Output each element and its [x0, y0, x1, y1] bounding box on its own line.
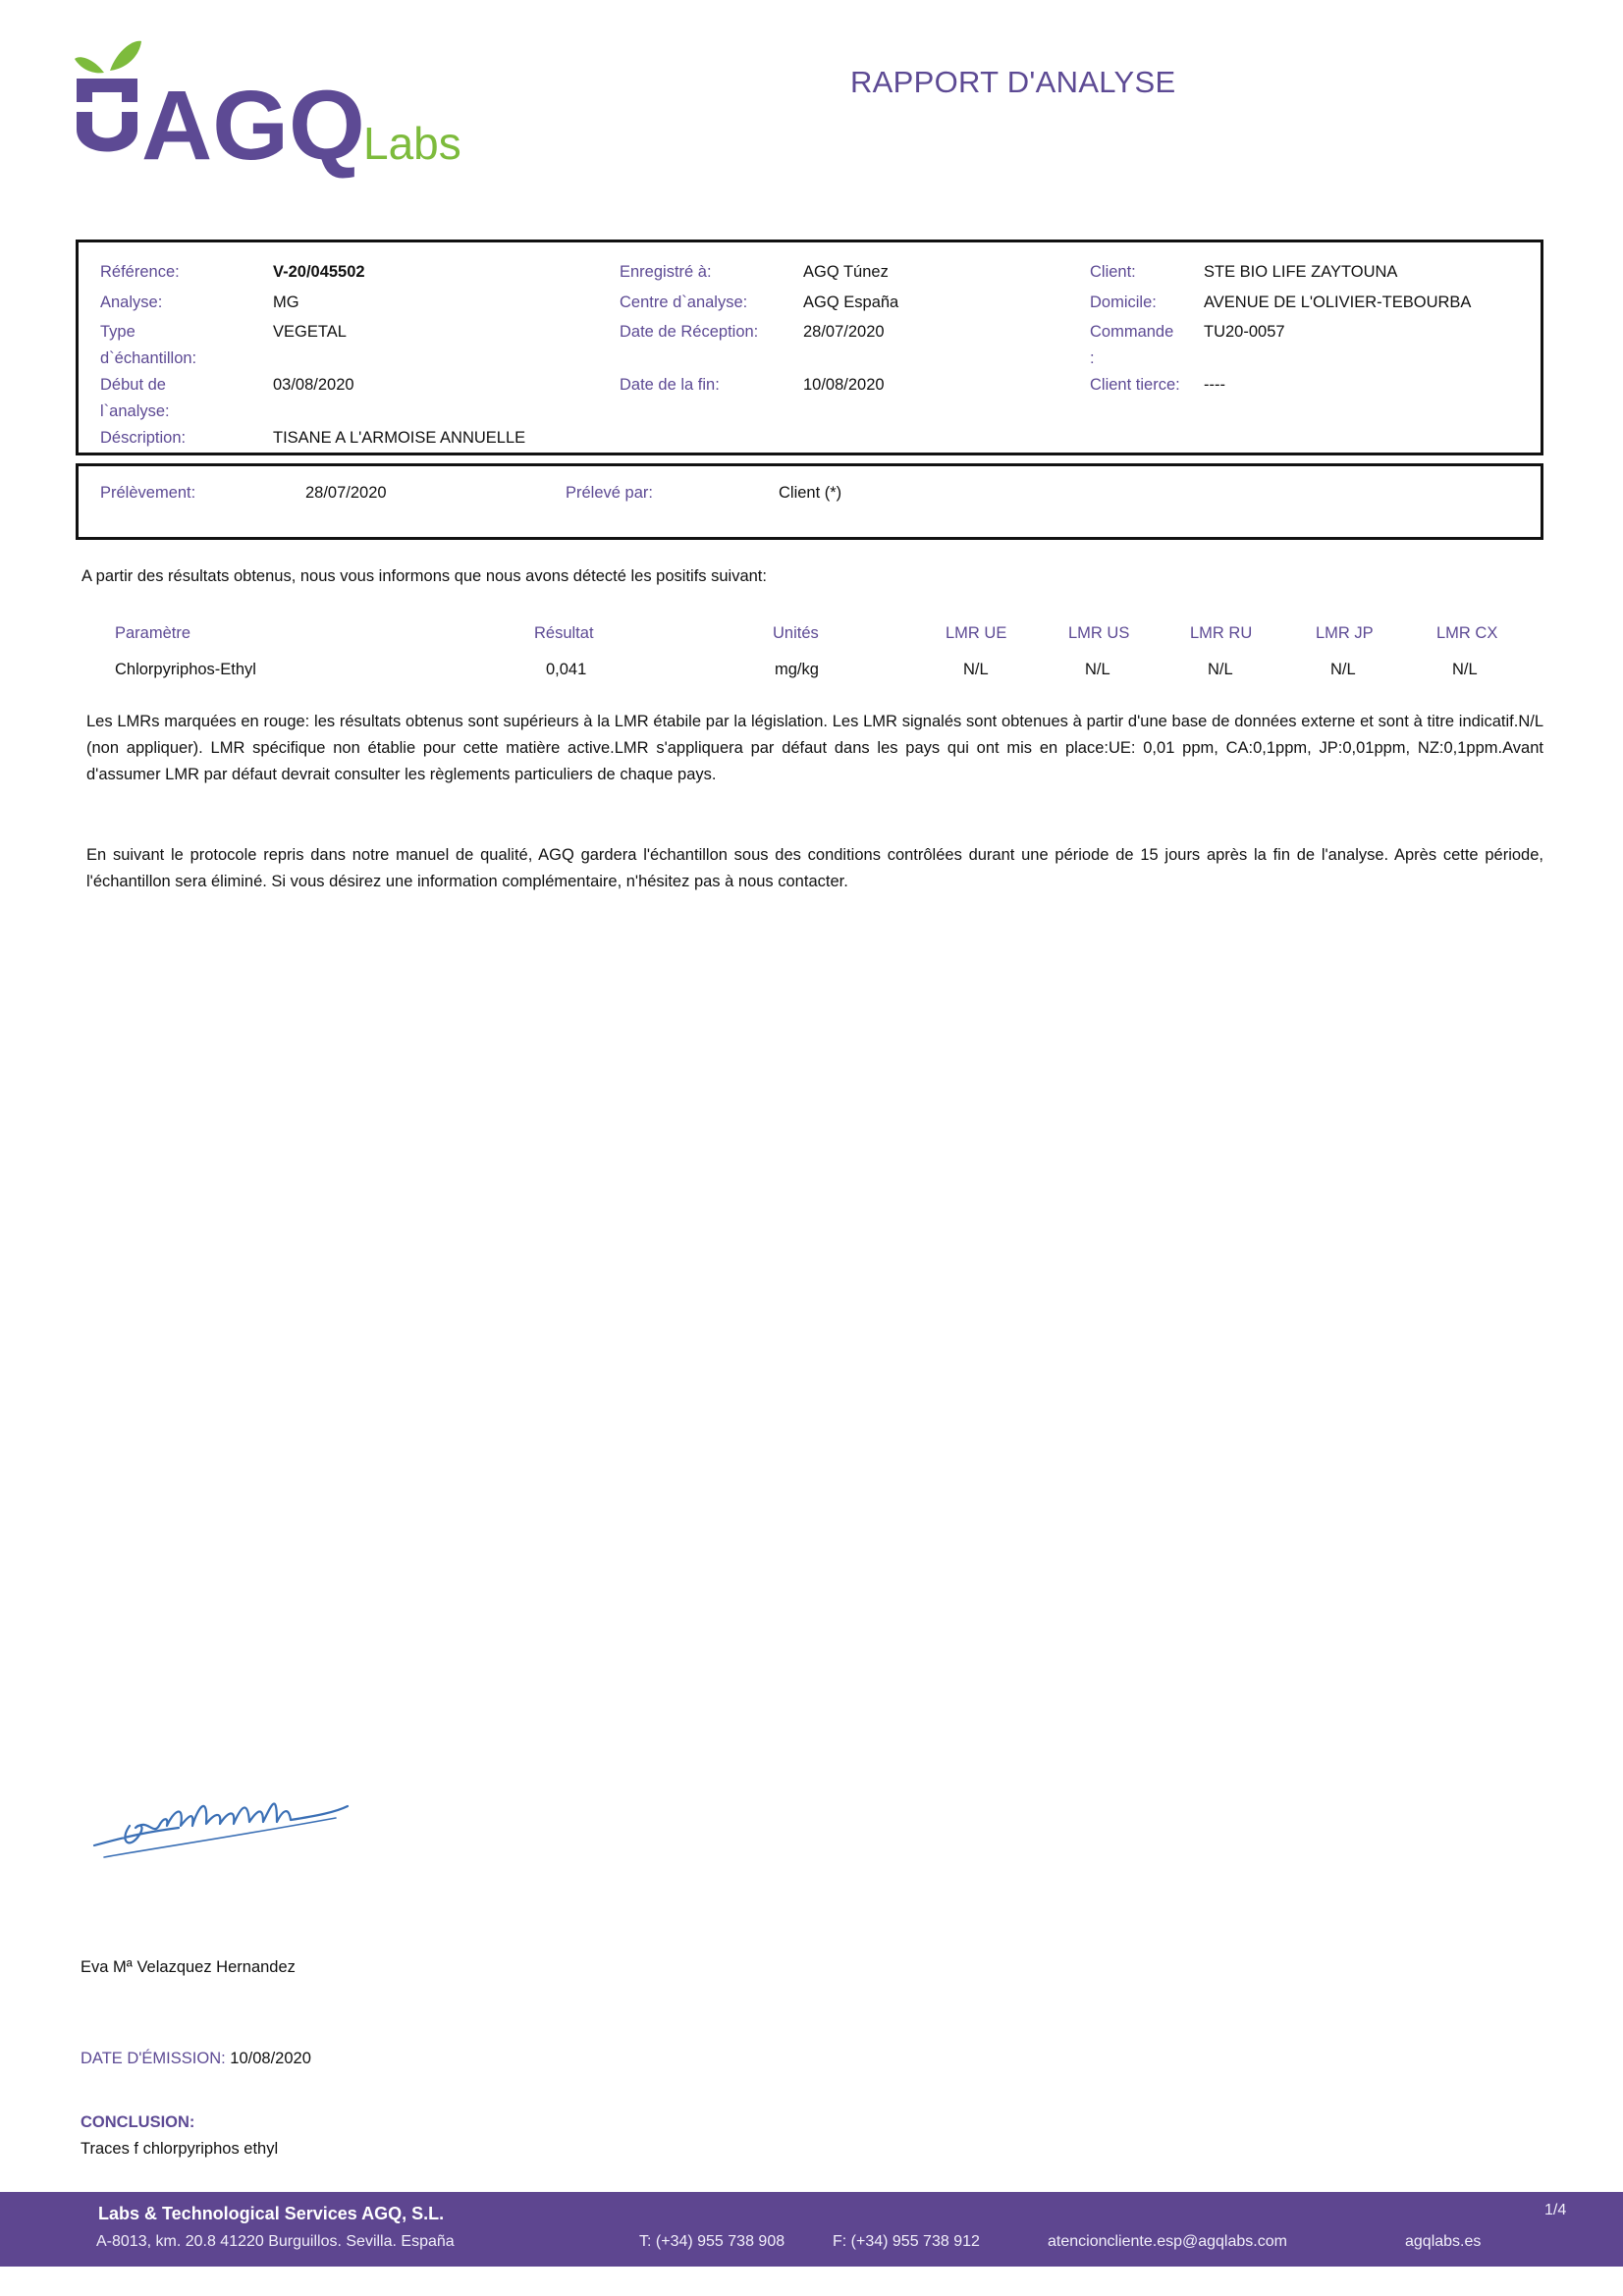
- type-label-line1: Type: [100, 323, 135, 341]
- commande-value: TU20-0057: [1204, 323, 1285, 341]
- conclusion-text: Traces f chlorpyriphos ethyl: [81, 2140, 279, 2158]
- retention-note-paragraph: En suivant le protocole repris dans notre manuel de qualité, AGQ gardera l'échantillon sous des conditions contrôlées durant une période de 15 jours après la fin de l'analyse. Après cette période, l'échantillon sera éliminé. Si vous désirez une information complémentaire, n'hésitez pas à nous contacter.: [86, 846, 1543, 890]
- analyse-value: MG: [273, 294, 299, 311]
- client-value: STE BIO LIFE ZAYTOUNA: [1204, 263, 1398, 281]
- domicile-label: Domicile:: [1090, 294, 1157, 311]
- reference-value: V-20/045502: [273, 263, 365, 281]
- fin-value: 10/08/2020: [803, 376, 885, 394]
- header-lmr-cx: LMR CX: [1436, 624, 1498, 642]
- sampling-box: [76, 463, 1543, 540]
- footer-address: A-8013, km. 20.8 41220 Burguillos. Sevilla. España: [96, 2233, 455, 2250]
- commande-label-line2: :: [1090, 349, 1095, 367]
- header-resultat: Résultat: [534, 624, 594, 642]
- cell-unites: mg/kg: [775, 661, 819, 678]
- emission-value: 10/08/2020: [230, 2050, 311, 2067]
- logo-wordmark: AGQ: [141, 71, 365, 181]
- description-label: Déscription:: [100, 429, 187, 447]
- footer-phone: T: (+34) 955 738 908: [639, 2233, 785, 2250]
- fin-label: Date de la fin:: [620, 376, 720, 394]
- header-unites: Unités: [773, 624, 819, 642]
- header-lmr-jp: LMR JP: [1316, 624, 1374, 642]
- cell-resultat: 0,041: [546, 661, 587, 678]
- sample-info-box: [76, 240, 1543, 455]
- enregistre-label: Enregistré à:: [620, 263, 712, 281]
- debut-label-line2: l`analyse:: [100, 402, 170, 420]
- reception-label: Date de Réception:: [620, 323, 759, 341]
- header-lmr-us: LMR US: [1068, 624, 1130, 642]
- cell-lmr-jp: N/L: [1330, 661, 1356, 678]
- type-value: VEGETAL: [273, 323, 347, 341]
- preleve-par-value: Client (*): [779, 484, 842, 502]
- tierce-label: Client tierce:: [1090, 376, 1180, 394]
- report-title: RAPPORT D'ANALYSE: [850, 65, 1176, 99]
- type-label-line2: d`échantillon:: [100, 349, 197, 367]
- debut-value: 03/08/2020: [273, 376, 354, 394]
- centre-label: Centre d`analyse:: [620, 294, 748, 311]
- cell-lmr-ue: N/L: [963, 661, 989, 678]
- reference-label: Référence:: [100, 263, 180, 281]
- header-lmr-ue: LMR UE: [946, 624, 1007, 642]
- conclusion-title: CONCLUSION:: [81, 2113, 195, 2131]
- footer-fax: F: (+34) 955 738 912: [833, 2233, 980, 2250]
- domicile-value: AVENUE DE L'OLIVIER-TEBOURBA: [1204, 294, 1472, 311]
- footer-company: Labs & Technological Services AGQ, S.L.: [98, 2204, 445, 2223]
- debut-label-line1: Début de: [100, 376, 166, 394]
- header-lmr-ru: LMR RU: [1190, 624, 1253, 642]
- lmr-note-paragraph: Les LMRs marquées en rouge: les résultats obtenus sont supérieurs à la LMR étabile par la législation. Les LMR signalés sont obtenues à partir d'une base de données externe et sont à titre indicatif.N/L (non appliquer). LMR spécifique non établie pour cette matière active.LMR s'appliquera par défaut dans les pays qui ont mis en place:UE: 0,01 ppm, CA:0,1ppm, JP:0,01ppm, NZ:0,1ppm.Avant d'assumer LMR par défaut devrait consulter les règlements particuliers de chaque pays.: [86, 713, 1543, 783]
- header-parametre: Paramètre: [115, 624, 191, 642]
- cell-lmr-cx: N/L: [1452, 661, 1478, 678]
- tierce-value: ----: [1204, 376, 1225, 394]
- cell-lmr-ru: N/L: [1208, 661, 1233, 678]
- footer-email[interactable]: atencioncliente.esp@agqlabs.com: [1048, 2233, 1287, 2250]
- client-label: Client:: [1090, 263, 1136, 281]
- page-footer: [0, 2192, 1623, 2267]
- analyse-label: Analyse:: [100, 294, 163, 311]
- cell-lmr-us: N/L: [1085, 661, 1110, 678]
- emission-label: DATE D'ÉMISSION:: [81, 2050, 226, 2067]
- centre-value: AGQ España: [803, 294, 899, 311]
- handwritten-signature: [90, 1767, 355, 1865]
- prelevement-label: Prélèvement:: [100, 484, 196, 502]
- signer-name: Eva Mª Velazquez Hernandez: [81, 1958, 296, 1976]
- prelevement-value: 28/07/2020: [305, 484, 387, 502]
- agq-logo-graphic: [73, 35, 475, 183]
- enregistre-value: AGQ Túnez: [803, 263, 889, 281]
- description-value: TISANE A L'ARMOISE ANNUELLE: [273, 429, 526, 447]
- emission-date: [81, 2050, 311, 2068]
- cell-parametre: Chlorpyriphos-Ethyl: [115, 661, 256, 678]
- reception-value: 28/07/2020: [803, 323, 885, 341]
- footer-page-number: 1/4: [1544, 2202, 1567, 2218]
- intro-text: A partir des résultats obtenus, nous vous informons que nous avons détecté les positifs suivant:: [81, 567, 767, 585]
- agq-labs-logo: [73, 35, 475, 183]
- commande-label-line1: Commande: [1090, 323, 1174, 341]
- preleve-par-label: Prélevé par:: [566, 484, 653, 502]
- footer-website[interactable]: agqlabs.es: [1405, 2233, 1482, 2250]
- logo-subtext: Labs: [363, 118, 461, 169]
